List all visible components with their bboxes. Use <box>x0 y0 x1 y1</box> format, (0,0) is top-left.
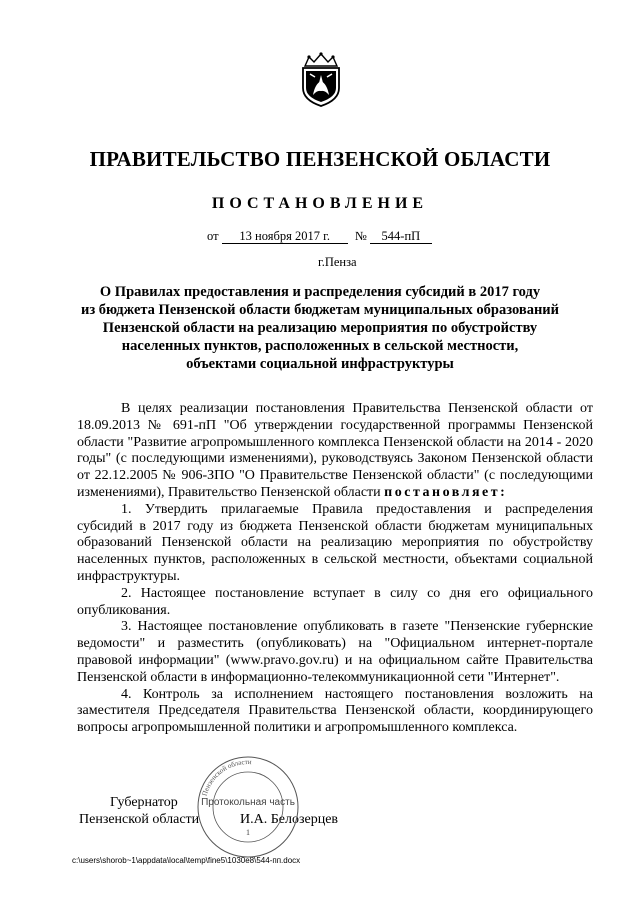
clause-4: 4. Контроль за исполнением настоящего постановления возложить на заместителя Председателя Правительства Пензенской области, координирующего вопросы агропромышленной политики и агропромышленного комплекса. <box>77 686 593 736</box>
signatory-title: Губернатор <box>110 795 178 810</box>
document-type: ПОСТАНОВЛЕНИЕ <box>211 195 429 212</box>
stamp-number: 1 <box>246 828 250 837</box>
document-date: 13 ноября 2017 г. <box>222 229 348 244</box>
document-body <box>77 401 593 737</box>
decree-word: постановляет: <box>384 484 508 500</box>
intro-text: В целях реализации постановления Правительства Пензенской области от 18.09.2013 № 691-пП "Об утверждении государственной программы Пензенской области "Развитие агропромышленного комплекса Пензенской области на 2014 - 2020 годы" (с последующими изменениями), руководствуясь Законом Пензенской области от 22.12.2005 № 906-ЗПО "О Правительстве Пензенской области" (с последующими изменениями), Правительство Пензенской области <box>77 401 593 500</box>
clause-1: 1. Утвердить прилагаемые Правила предоставления и распределения субсидий в 2017 году из бюджета Пензенской области бюджетам муниципальных образований Пензенской области на реализацию мероприятия по обустройству населенных пунктов, расположенных в сельской местности, объектами социальной инфраструктуры. <box>77 501 593 584</box>
stamp-label-text: Протокольная часть <box>201 797 295 808</box>
subject-line: населенных пунктов, расположенных в сельской местности, <box>121 338 519 354</box>
subject-line: Пензенской области на реализацию мероприятия по обустройству <box>102 320 538 336</box>
signatory-region: Пензенской области <box>79 812 200 827</box>
subject-line: из бюджета Пензенской области бюджетам муниципальных образований <box>80 302 560 318</box>
official-stamp <box>196 755 300 859</box>
date-number-line <box>207 229 432 244</box>
file-path: c:\users\shorob~1\appdata\local\temp\fine5\1030e8\544-пп.docx <box>72 856 301 865</box>
document-number: 544-пП <box>370 229 432 244</box>
signatory-name: И.А. Белозерцев <box>240 812 339 827</box>
subject-line: объектами социальной инфраструктуры <box>186 356 454 372</box>
document-subject <box>70 283 570 373</box>
clause-2: 2. Настоящее постановление вступает в силу со дня его официального опубликования. <box>77 585 593 618</box>
government-title: ПРАВИТЕЛЬСТВО ПЕНЗЕНСКОЙ ОБЛАСТИ <box>89 147 551 171</box>
date-prefix: от <box>207 229 219 243</box>
intro-paragraph <box>77 401 593 502</box>
number-prefix: № <box>354 229 367 243</box>
clause-3: 3. Настоящее постановление опубликовать в газете "Пензенские губернские ведомости" и разместить (опубликовать) на "Официальном интернет-портале правовой информации" (www.pravo.gov.ru) и на официальном сайте Правительства Пензенской области в информационно-телекоммуникационной сети "Интернет". <box>77 619 593 685</box>
city: г.Пенза <box>318 255 357 269</box>
stamp-outer-text: Пензенской области <box>200 757 252 797</box>
coat-of-arms-icon <box>291 48 351 108</box>
stamp-label <box>201 797 295 808</box>
subject-line: О Правилах предоставления и распределения субсидий в 2017 году <box>99 284 541 300</box>
